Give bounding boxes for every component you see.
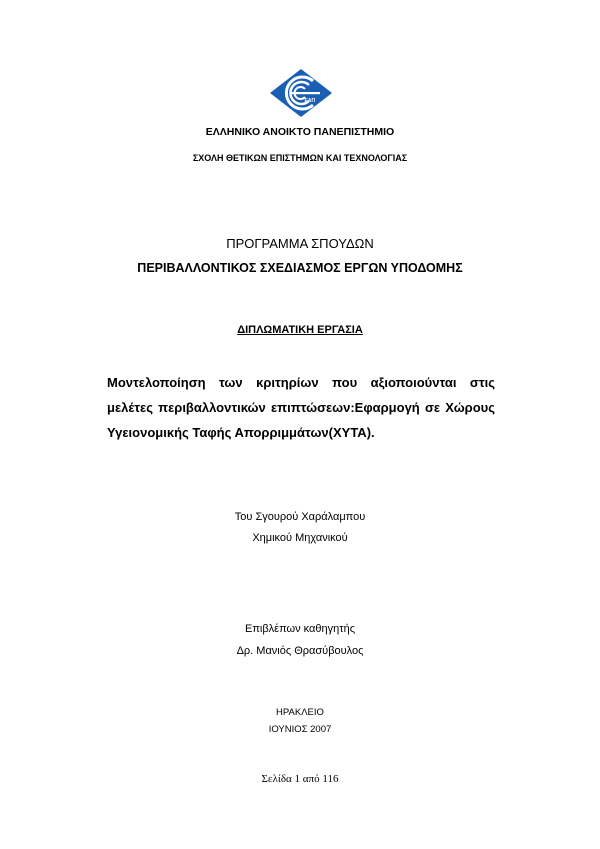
university-emblem-icon: [268, 68, 334, 118]
program-label: ΠΡΟΓΡΑΜΜΑ ΣΠΟΥΔΩΝ: [226, 236, 374, 251]
supervisor-name: Δρ. Μανιός Θρασύβουλος: [236, 645, 364, 657]
program-name: ΠΕΡΙΒΑΛΛΟΝΤΙΚΟΣ ΣΧΕΔΙΑΣΜΟΣ ΕΡΓΩΝ ΥΠΟΔΟΜΗΣ: [137, 261, 463, 275]
university-name: ΕΛΛΗΝΙΚΟ ΑΝΟΙΚΤΟ ΠΑΝΕΠΙΣΤΗΜΙΟ: [205, 126, 395, 138]
date: ΙΟΥΝΙΟΣ 2007: [268, 724, 332, 735]
page-number: Σελίδα 1 από 116: [261, 773, 339, 785]
author-role: Χημικού Μηχανικού: [252, 532, 348, 544]
svg-text:ΕΑΠ: ΕΑΠ: [304, 98, 316, 104]
thesis-type: ΔΙΠΛΩΜΑΤΙΚΗ ΕΡΓΑΣΙΑ: [237, 324, 363, 336]
city: ΗΡΑΚΛΕΙΟ: [276, 707, 324, 718]
supervisor-label: Επιβλέπων καθηγητής: [244, 623, 356, 635]
school-name: ΣΧΟΛΗ ΘΕΤΙΚΩΝ ΕΠΙΣΤΗΜΩΝ ΚΑΙ ΤΕΧΝΟΛΟΓΙΑΣ: [192, 153, 408, 163]
author-name: Του Σγουρού Χαράλαμπου: [234, 511, 366, 523]
thesis-title: Μοντελοποίηση των κριτηρίων που αξιοποιούνται στις μελέτες περιβαλλοντικών επιπτώσεων:Εφαρμογή σε Χώρους Υγειονομικής Ταφής Απορριμμάτων(ΧΥΤΑ).: [107, 375, 495, 440]
